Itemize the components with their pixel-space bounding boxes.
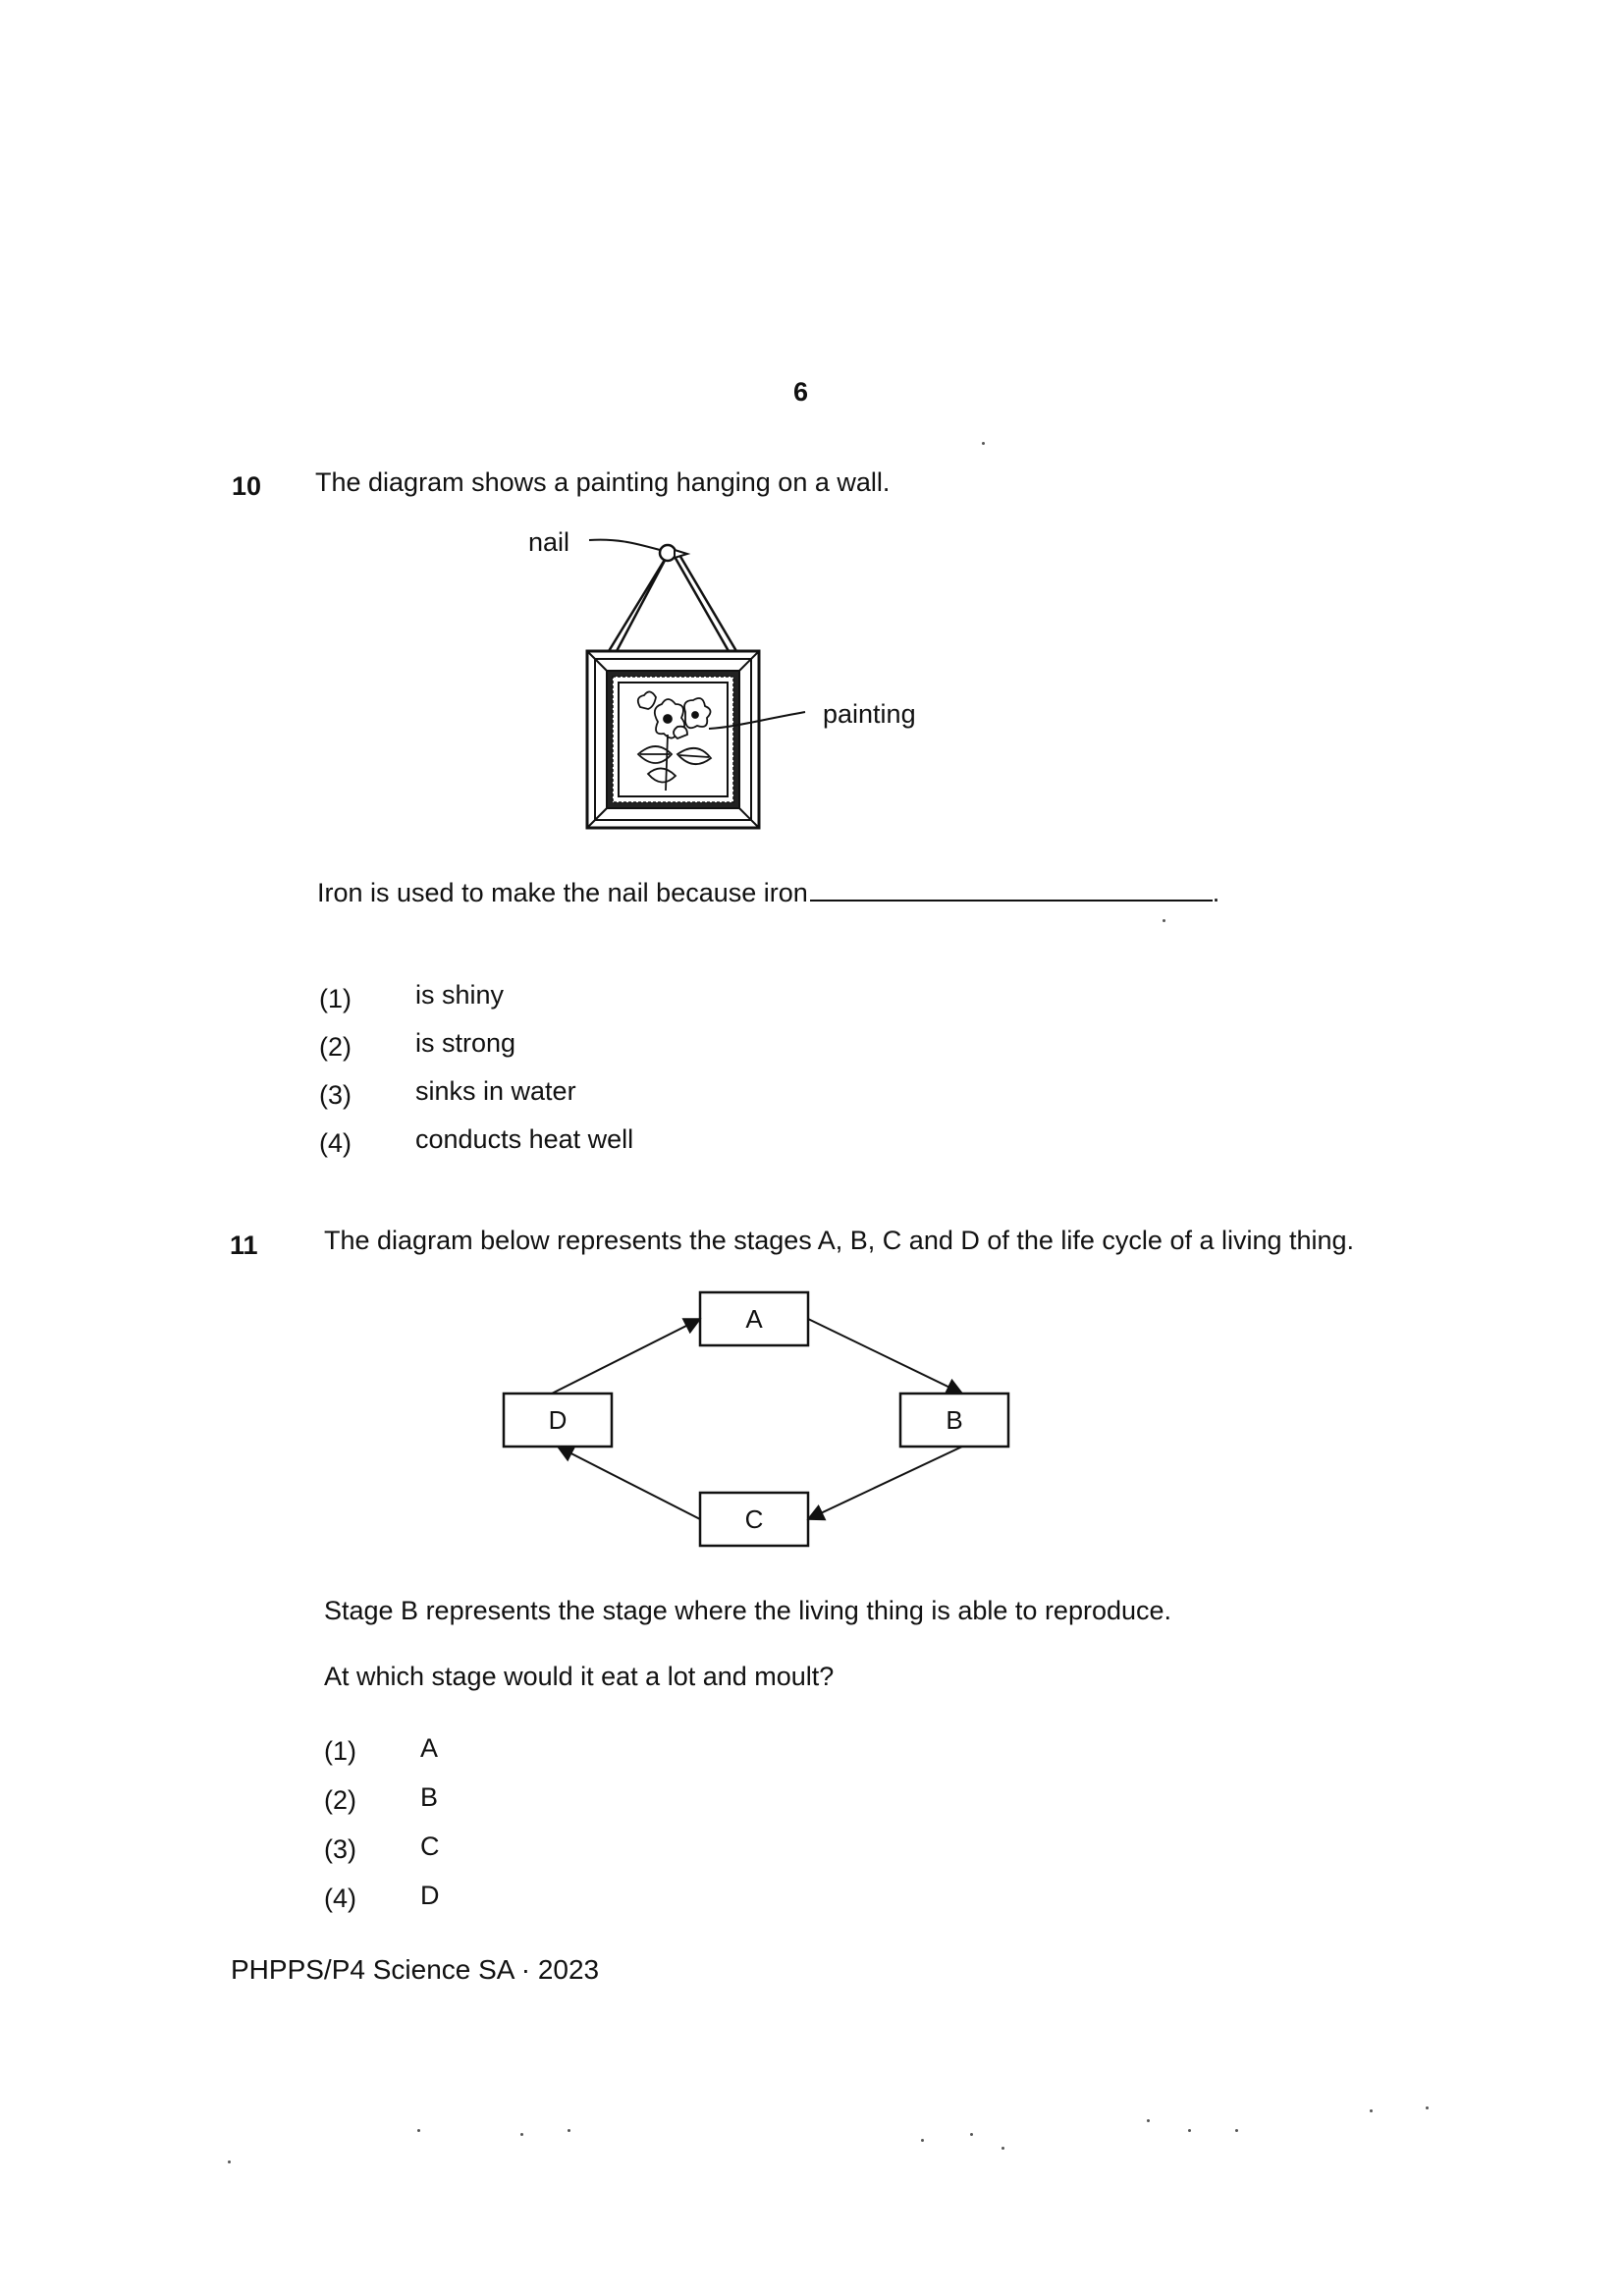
q11-option-2-number: (2) [324, 1785, 356, 1815]
scan-speck [1147, 2119, 1150, 2122]
scan-speck [1163, 919, 1165, 922]
question-11-intro: The diagram below represents the stages A, B, C and D of the life cycle of a living thing. [324, 1226, 1355, 1255]
q11-option-1-text: A [420, 1733, 439, 1763]
painting-label: painting [823, 699, 916, 729]
q11-option-4-number: (4) [324, 1884, 356, 1913]
q10-option-4-number: (4) [319, 1128, 352, 1158]
answer-blank [810, 878, 1213, 902]
q10-option-3-text: sinks in water [415, 1076, 576, 1106]
q10-option-1-text: is shiny [415, 980, 505, 1010]
page-number: 6 [793, 377, 809, 407]
nail-icon [660, 545, 687, 561]
q11-option-3-number: (3) [324, 1834, 356, 1864]
q10-option-4-text: conducts heat well [415, 1124, 634, 1154]
q11-option-4-text: D [420, 1881, 440, 1910]
scan-speck [1235, 2129, 1238, 2132]
question-10-stem [317, 876, 1219, 909]
scan-speck [1426, 2106, 1429, 2109]
question-10-stem-end: . [1212, 878, 1220, 907]
question-11-number: 11 [230, 1230, 258, 1260]
scan-speck [417, 2129, 420, 2132]
arrow-b-to-c [808, 1447, 962, 1519]
q10-option-3-number: (3) [319, 1080, 352, 1110]
question-11-statement: Stage B represents the stage where the living thing is able to reproduce. [324, 1596, 1172, 1625]
scan-speck [1188, 2129, 1191, 2132]
stage-d-label: D [548, 1404, 568, 1435]
question-10-stem-text: Iron is used to make the nail because iron [317, 878, 808, 907]
arrow-a-to-b [808, 1319, 962, 1394]
scan-speck [228, 2160, 231, 2163]
scan-speck [1001, 2147, 1004, 2150]
q11-option-2-text: B [420, 1782, 439, 1812]
stage-a-label: A [745, 1303, 763, 1334]
q10-option-1-number: (1) [319, 984, 352, 1013]
q11-option-3-text: C [420, 1831, 440, 1861]
question-11-question: At which stage would it eat a lot and moult? [324, 1662, 835, 1691]
question-10-intro: The diagram shows a painting hanging on a wall. [315, 467, 891, 497]
scan-speck [520, 2133, 523, 2136]
footer-text: PHPPS/P4 Science SA · 2023 [231, 1954, 600, 1985]
q10-option-2-text: is strong [415, 1028, 516, 1058]
scan-speck [921, 2139, 924, 2142]
arrow-d-to-a [552, 1319, 700, 1394]
stage-b-label: B [946, 1404, 963, 1435]
painting-diagram [511, 511, 962, 845]
scan-speck [1370, 2109, 1373, 2112]
stage-c-label: C [744, 1503, 764, 1534]
scan-speck [970, 2133, 973, 2136]
q10-option-2-number: (2) [319, 1032, 352, 1062]
nail-label: nail [528, 527, 570, 557]
q11-option-1-number: (1) [324, 1736, 356, 1766]
scan-speck [568, 2129, 570, 2132]
arrow-c-to-d [558, 1447, 700, 1519]
question-10-number: 10 [232, 471, 262, 501]
scan-speck [982, 442, 985, 445]
